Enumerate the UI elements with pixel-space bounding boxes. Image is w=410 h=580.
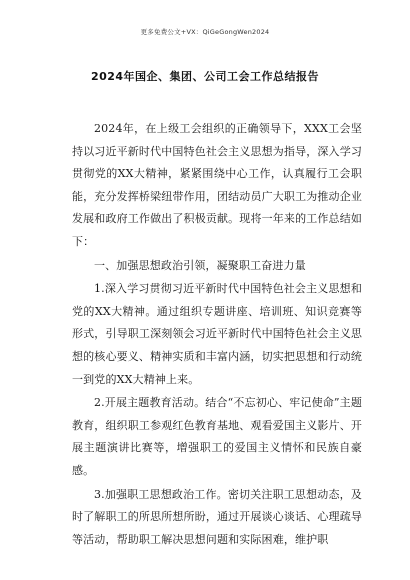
intro-paragraph: 2024年，在上级工会组织的正确领导下，XXX工会坚持以习近平新时代中国特色社会主义思想为指导，深入学习贯彻党的XX大精神，紧紧围绕中心工作，认真履行工会职能，充分发挥桥梁纽带作用，团结动员广大职工为推动企业发展和政府工作做出了积极贡献。现将一年来的工作总结如下： bbox=[72, 122, 362, 248]
document-body bbox=[72, 118, 362, 551]
document-title: 2024年国企、集团、公司工会工作总结报告 bbox=[90, 70, 320, 83]
item-paragraph-3: 3.加强职工思想政治工作。密切关注职工思想动态，及时了解职工的所思所想所盼，通过开展谈心谈话、心理疏导等活动，帮助职工解决思想问题和实际困难，维护职 bbox=[72, 487, 362, 546]
section-heading: 一、加强思想政治引领，凝聚职工奋进力量 bbox=[94, 258, 306, 272]
item-paragraph-1: 1.深入学习贯彻习近平新时代中国特色社会主义思想和党的XX大精神。通过组织专题讲座、培训班、知识竞赛等形式，引导职工深刻领会习近平新时代中国特色社会主义思想的核心要义、精神实质和丰富内涵，切实把思想和行动统一到党的XX大精神上来。 bbox=[72, 282, 362, 386]
item-paragraph-2: 2.开展主题教育活动。结合“不忘初心、牢记使命”主题教育，组织职工参观红色教育基地、观看爱国主义影片、开展主题演讲比赛等，增强职工的爱国主义情怀和民族自豪感。 bbox=[72, 396, 362, 477]
header-note: 更多免费公文+VX：QiGeGongWen2024 bbox=[140, 28, 270, 36]
